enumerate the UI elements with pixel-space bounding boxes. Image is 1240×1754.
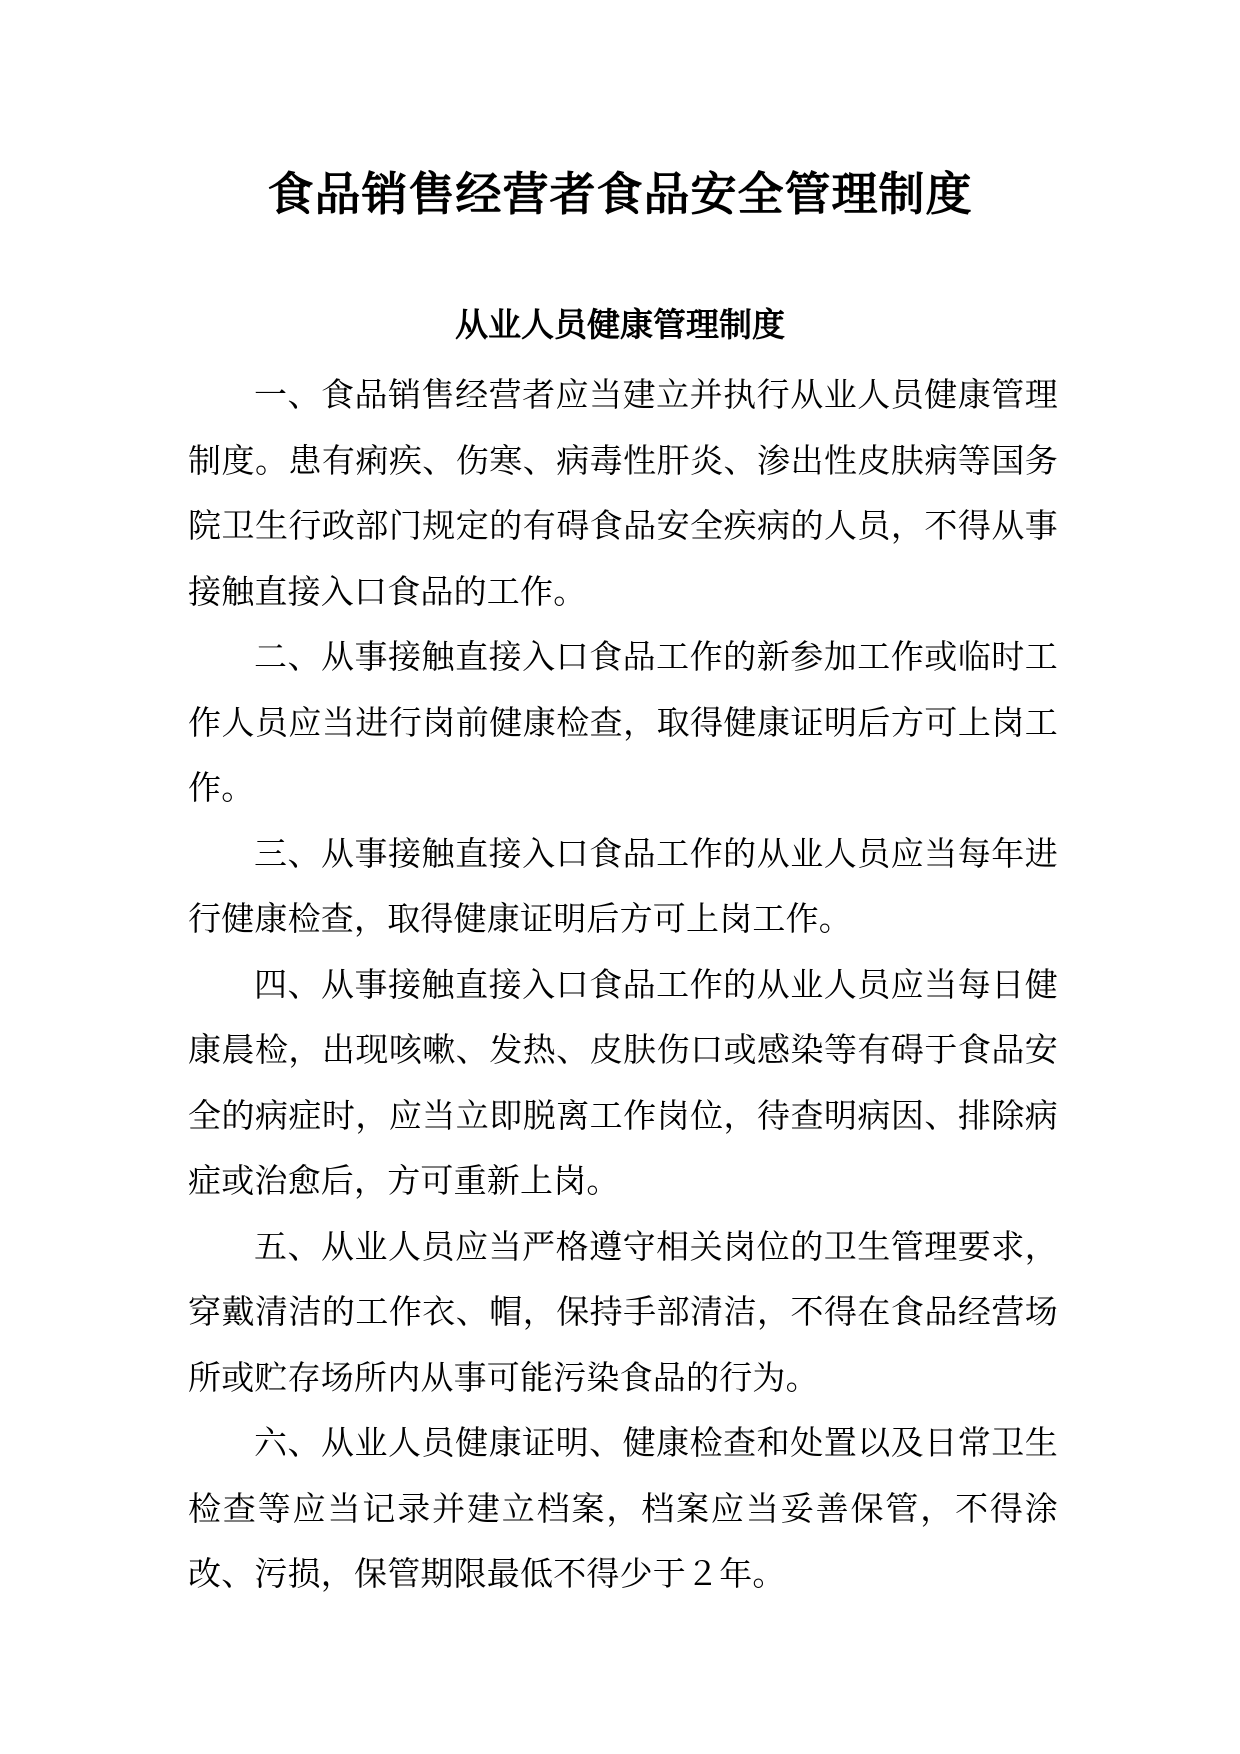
paragraph-1: 一、食品销售经营者应当建立并执行从业人员健康管理制度。患有痢疾、伤寒、病毒性肝炎、渗出性皮肤病等国务院卫生行政部门规定的有碍食品安全疾病的人员，不得从事接触直接入口食品的工作。 [188,375,1058,611]
paragraph-3: 三、从事接触直接入口食品工作的从业人员应当每年进行健康检查，取得健康证明后方可上岗工作。 [188,833,1058,938]
document-title: 食品销售经营者食品安全管理制度 [267,167,973,221]
section-title: 从业人员健康管理制度 [455,305,785,344]
document-body [188,362,1058,1607]
paragraph-5: 五、从业人员应当严格遵守相关岗位的卫生管理要求，穿戴清洁的工作衣、帽，保持手部清洁，不得在食品经营场所或贮存场所内从事可能污染食品的行为。 [188,1226,1058,1397]
paragraph-6: 六、从业人员健康证明、健康检查和处置以及日常卫生检查等应当记录并建立档案，档案应当妥善保管，不得涂改、污损，保管期限最低不得少于２年。 [188,1423,1058,1593]
paragraph-2: 二、从事接触直接入口食品工作的新参加工作或临时工作人员应当进行岗前健康检查，取得健康证明后方可上岗工作。 [188,637,1058,807]
paragraph-4: 四、从事接触直接入口食品工作的从业人员应当每日健康晨检，出现咳嗽、发热、皮肤伤口或感染等有碍于食品安全的病症时，应当立即脱离工作岗位，待查明病因、排除病症或治愈后，方可重新上岗。 [188,964,1058,1200]
